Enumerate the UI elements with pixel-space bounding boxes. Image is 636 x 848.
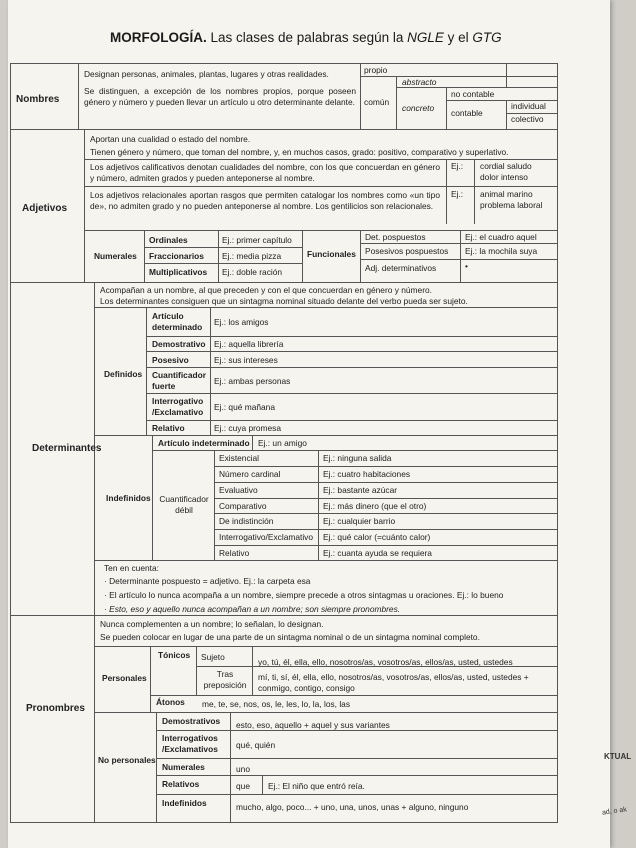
adjetivos-adj-det-ex: •	[465, 261, 468, 271]
ind-row-name-4: De indistinción	[219, 516, 274, 526]
nombres-contable: contable	[451, 108, 483, 118]
determinantes-indefinidos: Indefinidos	[106, 493, 151, 503]
determinantes-line1: Acompañan a un nombre, al que preceden y con el que concuerdan en género y número.	[100, 285, 432, 295]
adjetivos-ordinales: Ordinales	[149, 235, 188, 245]
pronombres-personales: Personales	[102, 673, 147, 683]
np-row-ex-4: mucho, algo, poco... + uno, una, unos, unas + alguno, ninguno	[236, 802, 469, 812]
det-note-0: Ten en cuenta:	[104, 563, 159, 573]
np-row-name-1: Interrogativos /Exclamativos	[162, 733, 218, 754]
adjetivos-det-pos-ex: Ej.: el cuadro aquel	[465, 232, 537, 242]
art-indet: Artículo indeterminado	[158, 438, 250, 448]
def-row-name-5: Relativo	[152, 423, 185, 433]
adjetivos-poses-pos: Posesivos pospuestos	[365, 246, 449, 256]
adjetivos-numerales: Numerales	[94, 251, 137, 261]
adjetivos-relacionales: Los adjetivos relacionales aportan rasgos que permiten catalogar los nombres como «un tipo de», no admiten grado y no pueden anteponerse al nombre. Los gentilicios son relacionales.	[90, 190, 440, 211]
pronombres-tras-prep-ex: mí, ti, sí, él, ella, ello, nosotros/as, vosotros/as, ellos/as, usted, ustedes + conmigo, contigo, consigo	[258, 672, 529, 693]
np-row-ex-0: esto, eso, aquello + aquel y sus variantes	[236, 720, 390, 730]
adjetivos-line1: Aportan una cualidad o estado del nombre.	[90, 134, 251, 144]
ind-row-ex-4: Ej.: cualquier barrio	[323, 516, 396, 526]
adjetivos-funcionales: Funcionales	[307, 249, 356, 259]
pronombres-line2: Se pueden colocar en lugar de una parte de un sintagma nominal o de un sintagma nominal completo.	[100, 632, 480, 642]
def-row-name-4: Interrogativo /Exclamativo	[152, 396, 204, 417]
ind-row-ex-5: Ej.: qué calor (=cuánto calor)	[323, 532, 431, 542]
art-indet-ex: Ej.: un amigo	[258, 438, 307, 448]
ind-row-ex-0: Ej.: ninguna salida	[323, 453, 392, 463]
adjetivos-fraccionarios-ex: Ej.: media pizza	[222, 251, 282, 261]
adjetivos-poses-pos-ex: Ej.: la mochila suya	[465, 246, 538, 256]
ind-row-ex-6: Ej.: cuanta ayuda se requiera	[323, 548, 432, 558]
background-text: KTUAL	[604, 752, 632, 761]
adjetivos-calificativos: Los adjetivos calificativos denotan cualidades del nombre, con los que concuerdan en género y número, admiten grados y pueden anteponerse al nombre.	[90, 162, 440, 183]
pronombres-line1: Nunca complementen a un nombre; lo señalan, lo designan.	[100, 619, 324, 629]
pronombres-tras-prep: Tras preposición	[203, 669, 247, 690]
nombres-concreto: concreto	[402, 103, 435, 113]
det-note-1: · Determinante pospuesto = adjetivo. Ej.: la carpeta esa	[104, 576, 311, 586]
nombres-comun: común	[364, 97, 390, 107]
np-row-ex-2: uno	[236, 764, 250, 774]
np-row-name-2: Numerales	[162, 762, 205, 772]
section-label-determinantes: Determinantes	[32, 443, 102, 454]
ind-row-name-5: Interrogativo/Exclamativo	[219, 532, 314, 542]
def-row-ex-5: Ej.: cuya promesa	[214, 423, 282, 433]
def-row-ex-1: Ej.: aquella librería	[214, 339, 284, 349]
pronombres-tonicos: Tónicos	[158, 650, 191, 660]
def-row-name-3: Cuantificador fuerte	[152, 370, 206, 391]
def-row-ex-4: Ej.: qué mañana	[214, 402, 275, 412]
ind-row-name-3: Comparativo	[219, 501, 267, 511]
pronombres-sujeto: Sujeto	[201, 652, 225, 662]
background-text-2: ad, o ak	[601, 806, 628, 817]
section-label-adjetivos: Adjetivos	[22, 203, 68, 214]
determinantes-definidos: Definidos	[104, 369, 143, 379]
determinantes-line2: Los determinantes consiguen que un sintagma nominal situado delante del verbo pueda ser sujeto.	[100, 296, 468, 306]
nombres-no-contable: no contable	[451, 89, 495, 99]
ind-row-name-2: Evaluativo	[219, 485, 258, 495]
nombres-propio: propio	[364, 65, 388, 75]
pronombres-no-personales: No personales	[98, 755, 156, 765]
section-label-nombres: Nombres	[16, 94, 60, 105]
adjetivos-det-pos: Det. pospuestos	[365, 232, 426, 242]
ind-row-ex-3: Ej.: más dinero (que el otro)	[323, 501, 427, 511]
ind-row-ex-1: Ej.: cuatro habitaciones	[323, 469, 411, 479]
ind-row-name-6: Relativo	[219, 548, 250, 558]
adjetivos-calif-ex: cordial saludo dolor intenso	[480, 161, 532, 182]
ind-row-name-1: Número cardinal	[219, 469, 281, 479]
nombres-colectivo: colectivo	[511, 114, 544, 124]
adjetivos-calif-ej: Ej.:	[451, 161, 464, 171]
adjetivos-ordinales-ex: Ej.: primer capítulo	[222, 235, 292, 245]
adjetivos-multiplicativos-ex: Ej.: doble ración	[222, 267, 283, 277]
adjetivos-line2: Tienen género y número, que toman del nombre, y, en muchos casos, grado: positivo, comparativo y superlativo.	[90, 147, 509, 157]
def-row-name-0: Artículo determinado	[152, 311, 203, 332]
pronombres-atonos: Átonos	[156, 697, 185, 707]
np-row-name-0: Demostrativos	[162, 716, 221, 726]
def-row-ex-3: Ej.: ambas personas	[214, 376, 291, 386]
nombres-line1: Designan personas, animales, plantas, lugares y otras realidades.	[84, 69, 329, 79]
cuant-debil: Cuantificador débil	[159, 494, 209, 515]
adjetivos-rel-ej: Ej.:	[451, 189, 464, 199]
def-row-name-2: Posesivo	[152, 355, 189, 365]
det-note-3: · Esto, eso y aquello nunca acompañan a un nombre; son siempre pronombres.	[104, 604, 401, 614]
det-note-2: · El artículo lo nunca acompaña a un nombre, siempre precede a otros sintagmas u oraciones. Ej.: lo bueno	[104, 590, 504, 600]
adjetivos-fraccionarios: Fraccionarios	[149, 251, 204, 261]
def-row-ex-0: Ej.: los amigos	[214, 317, 269, 327]
pronombres-atonos-ex: me, te, se, nos, os, le, les, lo, la, los, las	[202, 699, 351, 709]
np-row-ex-3: que	[236, 781, 250, 791]
nombres-line2: Se distinguen, a excepción de los nombres propios, porque poseen género y número y pueden llevar un artículo u otro determinante delante.	[84, 86, 356, 107]
page-title: MORFOLOGÍA. Las clases de palabras según la NGLE y el GTG	[110, 30, 502, 45]
adjetivos-rel-ex: animal marino problema laboral	[480, 189, 543, 210]
def-row-ex-2: Ej.: sus intereses	[214, 355, 278, 365]
ind-row-ex-2: Ej.: bastante azúcar	[323, 485, 398, 495]
nombres-abstracto: abstracto	[402, 77, 437, 87]
ind-row-name-0: Existencial	[219, 453, 260, 463]
np-row-ex2-3: Ej.: El niño que entró reía.	[268, 781, 365, 791]
nombres-individual: individual	[511, 101, 546, 111]
section-label-pronombres: Pronombres	[26, 703, 85, 714]
np-row-ex-1: qué, quién	[236, 740, 276, 750]
adjetivos-multiplicativos: Multiplicativos	[149, 267, 208, 277]
np-row-name-3: Relativos	[162, 779, 200, 789]
np-row-name-4: Indefinidos	[162, 798, 207, 808]
adjetivos-adj-det: Adj. determinativos	[365, 263, 437, 273]
pronombres-sujeto-ex: yo, tú, él, ella, ello, nosotros/as, vosotros/as, ellos/as, usted, ustedes	[258, 657, 513, 667]
def-row-name-1: Demostrativo	[152, 339, 206, 349]
